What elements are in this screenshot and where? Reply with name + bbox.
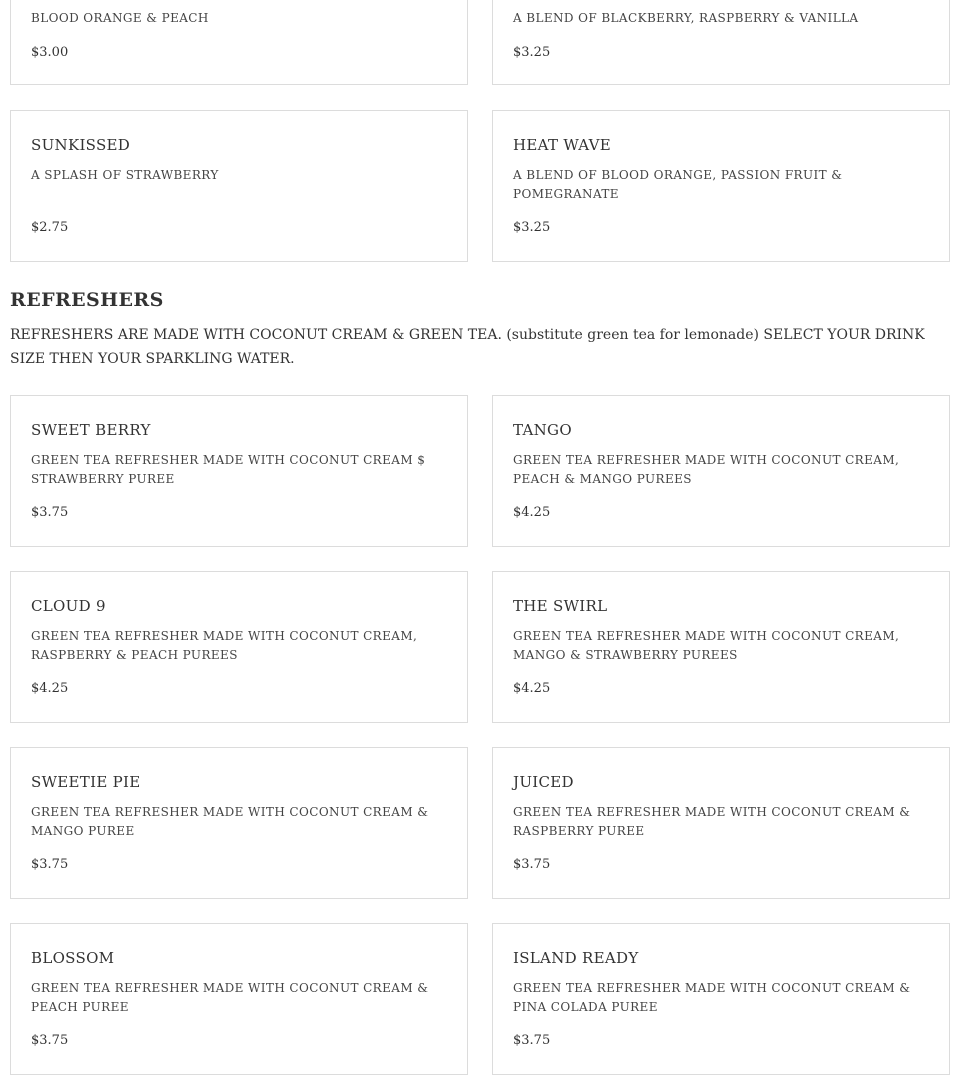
item-description: GREEN TEA REFRESHER MADE WITH COCONUT CREAM & PEACH PUREE — [31, 981, 429, 1014]
item-description: GREEN TEA REFRESHER MADE WITH COCONUT CREAM & RASPBERRY PUREE — [513, 805, 911, 838]
item-price: $3.25 — [513, 45, 551, 60]
item-name: BLOSSOM — [31, 949, 115, 967]
item-price: $3.25 — [513, 220, 551, 235]
menu-item-card[interactable] — [492, 571, 950, 723]
menu-item-card[interactable] — [492, 923, 950, 1075]
item-price: $3.75 — [31, 1033, 69, 1048]
menu-item-card[interactable] — [10, 923, 468, 1075]
item-price: $4.25 — [513, 681, 551, 696]
menu-item-card[interactable] — [492, 110, 950, 262]
item-price: $3.75 — [31, 505, 69, 520]
menu-item-card[interactable] — [492, 747, 950, 899]
section-title: REFRESHERS — [10, 289, 164, 311]
item-price: $3.75 — [31, 857, 69, 872]
menu-item-card[interactable] — [10, 110, 468, 262]
item-name: SUNKISSED — [31, 136, 131, 154]
item-description: A BLEND OF BLACKBERRY, RASPBERRY & VANILLA — [513, 11, 859, 25]
item-name: HEAT WAVE — [513, 136, 612, 154]
item-name: ISLAND READY — [513, 949, 639, 967]
item-name: THE SWIRL — [513, 597, 608, 615]
menu-item-card[interactable] — [10, 747, 468, 899]
item-name: CLOUD 9 — [31, 597, 106, 615]
item-price: $4.25 — [31, 681, 69, 696]
menu-item-card[interactable] — [10, 0, 468, 85]
menu-item-card[interactable] — [10, 571, 468, 723]
item-name: JUICED — [513, 773, 574, 791]
item-description: GREEN TEA REFRESHER MADE WITH COCONUT CREAM, RASPBERRY & PEACH PUREES — [31, 629, 418, 662]
item-price: $3.75 — [513, 857, 551, 872]
item-description: BLOOD ORANGE & PEACH — [31, 11, 209, 25]
item-price: $3.75 — [513, 1033, 551, 1048]
item-price: $2.75 — [31, 220, 69, 235]
item-description: A BLEND OF BLOOD ORANGE, PASSION FRUIT & POMEGRANATE — [513, 168, 843, 201]
item-name: TANGO — [513, 421, 572, 439]
menu-item-card[interactable] — [10, 395, 468, 547]
item-description: GREEN TEA REFRESHER MADE WITH COCONUT CREAM, PEACH & MANGO PUREES — [513, 453, 900, 486]
item-description: GREEN TEA REFRESHER MADE WITH COCONUT CREAM $ STRAWBERRY PUREE — [31, 453, 426, 486]
item-name: SWEET BERRY — [31, 421, 151, 439]
menu-item-card[interactable] — [492, 0, 950, 85]
menu-item-card[interactable] — [492, 395, 950, 547]
item-price: $3.00 — [31, 45, 69, 60]
item-description: GREEN TEA REFRESHER MADE WITH COCONUT CREAM & PINA COLADA PUREE — [513, 981, 911, 1014]
item-price: $4.25 — [513, 505, 551, 520]
item-description: GREEN TEA REFRESHER MADE WITH COCONUT CREAM & MANGO PUREE — [31, 805, 429, 838]
section-description: REFRESHERS ARE MADE WITH COCONUT CREAM & GREEN TEA. (substitute green tea for lemonade) SELECT YOUR DRINK SIZE THEN YOUR SPARKLING WATER. — [10, 327, 925, 367]
item-name: SWEETIE PIE — [31, 773, 141, 791]
item-description: GREEN TEA REFRESHER MADE WITH COCONUT CREAM, MANGO & STRAWBERRY PUREES — [513, 629, 900, 662]
item-description: A SPLASH OF STRAWBERRY — [31, 168, 219, 182]
